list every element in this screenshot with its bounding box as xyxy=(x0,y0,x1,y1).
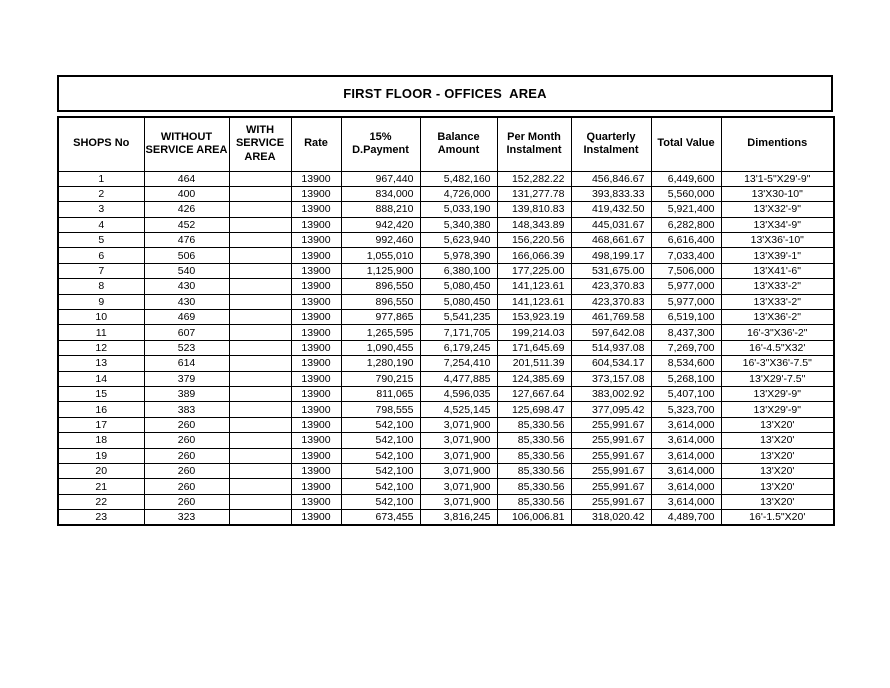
cell: 5,080,450 xyxy=(420,294,497,309)
cell: 255,991.67 xyxy=(571,433,651,448)
table-row xyxy=(58,186,834,201)
cell: 542,100 xyxy=(341,463,420,478)
table-title: FIRST FLOOR - OFFICES AREA xyxy=(343,86,547,101)
cell: 13'X33'-2" xyxy=(721,294,834,309)
cell: 6,179,245 xyxy=(420,340,497,355)
cell: 3,614,000 xyxy=(651,417,721,432)
cell: 542,100 xyxy=(341,417,420,432)
cell: 85,330.56 xyxy=(497,448,571,463)
cell xyxy=(229,479,291,494)
cell: 13900 xyxy=(291,386,341,401)
cell: 5,560,000 xyxy=(651,186,721,201)
cell: 531,675.00 xyxy=(571,263,651,278)
cell: 13 xyxy=(58,356,144,371)
cell: 5,340,380 xyxy=(420,217,497,232)
cell xyxy=(229,310,291,325)
cell: 896,550 xyxy=(341,294,420,309)
cell: 260 xyxy=(144,448,229,463)
cell: 1 xyxy=(58,171,144,186)
cell: 4,596,035 xyxy=(420,386,497,401)
cell: 400 xyxy=(144,186,229,201)
cell: 177,225.00 xyxy=(497,263,571,278)
table-row xyxy=(58,494,834,509)
cell: 13'X36'-2" xyxy=(721,310,834,325)
cell: 16'-3"X36'-2" xyxy=(721,325,834,340)
cell: 5,921,400 xyxy=(651,202,721,217)
cell: 2 xyxy=(58,186,144,201)
cell: 13900 xyxy=(291,402,341,417)
column-header: Balance Amount xyxy=(420,117,497,171)
cell: 456,846.67 xyxy=(571,171,651,186)
cell: 22 xyxy=(58,494,144,509)
cell: 379 xyxy=(144,371,229,386)
cell: 383,002.92 xyxy=(571,386,651,401)
cell: 13900 xyxy=(291,448,341,463)
table-row xyxy=(58,233,834,248)
cell: 13900 xyxy=(291,202,341,217)
table-row xyxy=(58,263,834,278)
cell: 166,066.39 xyxy=(497,248,571,263)
cell: 318,020.42 xyxy=(571,510,651,526)
column-header: Rate xyxy=(291,117,341,171)
cell: 201,511.39 xyxy=(497,356,571,371)
cell: 323 xyxy=(144,510,229,526)
cell: 13'X20' xyxy=(721,494,834,509)
cell: 12 xyxy=(58,340,144,355)
cell: 542,100 xyxy=(341,494,420,509)
cell: 171,645.69 xyxy=(497,340,571,355)
cell xyxy=(229,279,291,294)
offices-area-table xyxy=(57,116,835,526)
cell: 5 xyxy=(58,233,144,248)
column-header: Per Month Instalment xyxy=(497,117,571,171)
cell: 13900 xyxy=(291,171,341,186)
cell: 13900 xyxy=(291,248,341,263)
cell: 5,978,390 xyxy=(420,248,497,263)
cell: 85,330.56 xyxy=(497,417,571,432)
cell: 3,614,000 xyxy=(651,479,721,494)
cell: 13'X29'-9" xyxy=(721,402,834,417)
cell: 85,330.56 xyxy=(497,494,571,509)
cell: 139,810.83 xyxy=(497,202,571,217)
cell: 141,123.61 xyxy=(497,294,571,309)
cell: 3,614,000 xyxy=(651,463,721,478)
cell xyxy=(229,186,291,201)
cell: 992,460 xyxy=(341,233,420,248)
cell: 673,455 xyxy=(341,510,420,526)
cell: 5,407,100 xyxy=(651,386,721,401)
table-header xyxy=(58,117,834,171)
cell: 13'X20' xyxy=(721,463,834,478)
cell: 888,210 xyxy=(341,202,420,217)
cell: 3,071,900 xyxy=(420,494,497,509)
cell: 977,865 xyxy=(341,310,420,325)
cell: 255,991.67 xyxy=(571,479,651,494)
cell: 8 xyxy=(58,279,144,294)
cell: 13'X20' xyxy=(721,448,834,463)
cell: 6 xyxy=(58,248,144,263)
cell: 17 xyxy=(58,417,144,432)
cell: 3,816,245 xyxy=(420,510,497,526)
cell: 942,420 xyxy=(341,217,420,232)
cell: 3 xyxy=(58,202,144,217)
cell xyxy=(229,202,291,217)
cell: 8,534,600 xyxy=(651,356,721,371)
cell: 23 xyxy=(58,510,144,526)
table-row xyxy=(58,448,834,463)
table-row xyxy=(58,310,834,325)
cell: 85,330.56 xyxy=(497,479,571,494)
cell: 13900 xyxy=(291,433,341,448)
cell: 85,330.56 xyxy=(497,433,571,448)
cell: 13900 xyxy=(291,186,341,201)
column-header: Dimentions xyxy=(721,117,834,171)
cell: 6,616,400 xyxy=(651,233,721,248)
cell: 8,437,300 xyxy=(651,325,721,340)
cell: 7,171,705 xyxy=(420,325,497,340)
cell: 5,080,450 xyxy=(420,279,497,294)
cell: 4,525,145 xyxy=(420,402,497,417)
cell: 152,282.22 xyxy=(497,171,571,186)
cell: 597,642.08 xyxy=(571,325,651,340)
table-row xyxy=(58,479,834,494)
cell xyxy=(229,463,291,478)
cell: 967,440 xyxy=(341,171,420,186)
cell: 13900 xyxy=(291,356,341,371)
cell xyxy=(229,217,291,232)
cell: 260 xyxy=(144,494,229,509)
table-row xyxy=(58,402,834,417)
cell: 423,370.83 xyxy=(571,294,651,309)
cell: 3,071,900 xyxy=(420,463,497,478)
cell xyxy=(229,371,291,386)
cell: 260 xyxy=(144,417,229,432)
cell: 542,100 xyxy=(341,448,420,463)
cell: 13'X20' xyxy=(721,433,834,448)
cell: 3,614,000 xyxy=(651,433,721,448)
cell: 498,199.17 xyxy=(571,248,651,263)
column-header: Total Value xyxy=(651,117,721,171)
cell: 20 xyxy=(58,463,144,478)
cell: 106,006.81 xyxy=(497,510,571,526)
cell: 13900 xyxy=(291,417,341,432)
cell: 255,991.67 xyxy=(571,417,651,432)
cell: 614 xyxy=(144,356,229,371)
cell: 85,330.56 xyxy=(497,463,571,478)
table-row xyxy=(58,294,834,309)
cell: 13'X39'-1" xyxy=(721,248,834,263)
cell: 19 xyxy=(58,448,144,463)
cell: 13'X36'-10" xyxy=(721,233,834,248)
cell: 13900 xyxy=(291,510,341,526)
cell: 260 xyxy=(144,463,229,478)
cell: 16 xyxy=(58,402,144,417)
cell: 15 xyxy=(58,386,144,401)
column-header: WITHOUT SERVICE AREA xyxy=(144,117,229,171)
cell: 7,506,000 xyxy=(651,263,721,278)
cell: 514,937.08 xyxy=(571,340,651,355)
cell: 260 xyxy=(144,433,229,448)
cell: 7 xyxy=(58,263,144,278)
cell xyxy=(229,433,291,448)
cell xyxy=(229,510,291,526)
cell: 1,280,190 xyxy=(341,356,420,371)
cell: 16'-4.5"X32' xyxy=(721,340,834,355)
column-header: SHOPS No xyxy=(58,117,144,171)
cell: 430 xyxy=(144,294,229,309)
cell: 13900 xyxy=(291,463,341,478)
cell: 798,555 xyxy=(341,402,420,417)
cell: 7,254,410 xyxy=(420,356,497,371)
cell: 4 xyxy=(58,217,144,232)
cell: 4,477,885 xyxy=(420,371,497,386)
cell: 811,065 xyxy=(341,386,420,401)
cell: 426 xyxy=(144,202,229,217)
cell: 607 xyxy=(144,325,229,340)
cell: 6,282,800 xyxy=(651,217,721,232)
cell: 13'X30-10" xyxy=(721,186,834,201)
cell: 13900 xyxy=(291,279,341,294)
cell: 13'X41'-6" xyxy=(721,263,834,278)
table-row xyxy=(58,217,834,232)
cell: 13900 xyxy=(291,263,341,278)
cell: 5,977,000 xyxy=(651,279,721,294)
cell: 5,623,940 xyxy=(420,233,497,248)
column-header: Quarterly Instalment xyxy=(571,117,651,171)
table-row xyxy=(58,325,834,340)
cell xyxy=(229,233,291,248)
cell: 255,991.67 xyxy=(571,494,651,509)
cell: 9 xyxy=(58,294,144,309)
cell: 6,519,100 xyxy=(651,310,721,325)
cell: 255,991.67 xyxy=(571,448,651,463)
table-body xyxy=(58,171,834,525)
cell: 896,550 xyxy=(341,279,420,294)
cell: 1,055,010 xyxy=(341,248,420,263)
cell: 13900 xyxy=(291,294,341,309)
cell: 13900 xyxy=(291,479,341,494)
table-row xyxy=(58,510,834,526)
cell: 834,000 xyxy=(341,186,420,201)
cell: 199,214.03 xyxy=(497,325,571,340)
cell: 373,157.08 xyxy=(571,371,651,386)
cell: 5,541,235 xyxy=(420,310,497,325)
cell: 393,833.33 xyxy=(571,186,651,201)
cell: 5,268,100 xyxy=(651,371,721,386)
cell: 153,923.19 xyxy=(497,310,571,325)
cell xyxy=(229,263,291,278)
cell xyxy=(229,386,291,401)
cell: 125,698.47 xyxy=(497,402,571,417)
cell: 18 xyxy=(58,433,144,448)
cell: 445,031.67 xyxy=(571,217,651,232)
cell: 5,482,160 xyxy=(420,171,497,186)
cell: 3,614,000 xyxy=(651,494,721,509)
cell: 464 xyxy=(144,171,229,186)
cell: 542,100 xyxy=(341,479,420,494)
cell: 377,095.42 xyxy=(571,402,651,417)
cell: 260 xyxy=(144,479,229,494)
cell: 13900 xyxy=(291,310,341,325)
cell: 13'1-5"X29'-9" xyxy=(721,171,834,186)
cell: 13900 xyxy=(291,340,341,355)
cell xyxy=(229,340,291,355)
cell: 5,033,190 xyxy=(420,202,497,217)
cell: 127,667.64 xyxy=(497,386,571,401)
table-row xyxy=(58,386,834,401)
table-row xyxy=(58,248,834,263)
cell xyxy=(229,402,291,417)
cell: 1,125,900 xyxy=(341,263,420,278)
cell: 156,220.56 xyxy=(497,233,571,248)
table-row xyxy=(58,356,834,371)
cell: 5,977,000 xyxy=(651,294,721,309)
cell: 604,534.17 xyxy=(571,356,651,371)
header-row xyxy=(58,117,834,171)
column-header: 15% D.Payment xyxy=(341,117,420,171)
cell xyxy=(229,417,291,432)
cell: 16'-3"X36'-7.5" xyxy=(721,356,834,371)
table-row xyxy=(58,279,834,294)
cell: 3,071,900 xyxy=(420,479,497,494)
table-row xyxy=(58,202,834,217)
cell: 13'X33'-2" xyxy=(721,279,834,294)
cell: 540 xyxy=(144,263,229,278)
cell: 461,769.58 xyxy=(571,310,651,325)
cell: 469 xyxy=(144,310,229,325)
cell xyxy=(229,448,291,463)
column-header: WITH SERVICE AREA xyxy=(229,117,291,171)
table-row xyxy=(58,417,834,432)
cell: 13900 xyxy=(291,325,341,340)
cell: 3,071,900 xyxy=(420,448,497,463)
cell: 419,432.50 xyxy=(571,202,651,217)
cell: 255,991.67 xyxy=(571,463,651,478)
cell: 423,370.83 xyxy=(571,279,651,294)
cell: 124,385.69 xyxy=(497,371,571,386)
cell: 11 xyxy=(58,325,144,340)
cell: 3,614,000 xyxy=(651,448,721,463)
cell: 16'-1.5"X20' xyxy=(721,510,834,526)
table-row xyxy=(58,433,834,448)
cell: 5,323,700 xyxy=(651,402,721,417)
cell: 13900 xyxy=(291,217,341,232)
cell: 13'X29'-9" xyxy=(721,386,834,401)
cell: 542,100 xyxy=(341,433,420,448)
cell: 131,277.78 xyxy=(497,186,571,201)
cell: 476 xyxy=(144,233,229,248)
cell: 13'X20' xyxy=(721,479,834,494)
cell: 4,489,700 xyxy=(651,510,721,526)
cell: 3,071,900 xyxy=(420,433,497,448)
cell: 13'X20' xyxy=(721,417,834,432)
table-row xyxy=(58,371,834,386)
cell: 506 xyxy=(144,248,229,263)
table-row xyxy=(58,340,834,355)
cell: 7,269,700 xyxy=(651,340,721,355)
cell: 790,215 xyxy=(341,371,420,386)
table-row xyxy=(58,171,834,186)
cell xyxy=(229,494,291,509)
cell xyxy=(229,248,291,263)
cell: 10 xyxy=(58,310,144,325)
cell: 13900 xyxy=(291,233,341,248)
cell: 13900 xyxy=(291,371,341,386)
cell: 1,090,455 xyxy=(341,340,420,355)
cell: 148,343.89 xyxy=(497,217,571,232)
cell: 3,071,900 xyxy=(420,417,497,432)
cell: 6,449,600 xyxy=(651,171,721,186)
cell: 6,380,100 xyxy=(420,263,497,278)
cell: 13'X34'-9" xyxy=(721,217,834,232)
cell: 13'X32'-9" xyxy=(721,202,834,217)
cell: 14 xyxy=(58,371,144,386)
table-row xyxy=(58,463,834,478)
table-title-box xyxy=(57,75,833,112)
cell: 21 xyxy=(58,479,144,494)
cell: 13'X29'-7.5" xyxy=(721,371,834,386)
cell: 389 xyxy=(144,386,229,401)
cell: 383 xyxy=(144,402,229,417)
cell: 1,265,595 xyxy=(341,325,420,340)
cell xyxy=(229,356,291,371)
cell: 13900 xyxy=(291,494,341,509)
cell xyxy=(229,294,291,309)
cell xyxy=(229,171,291,186)
cell xyxy=(229,325,291,340)
cell: 7,033,400 xyxy=(651,248,721,263)
cell: 523 xyxy=(144,340,229,355)
cell: 468,661.67 xyxy=(571,233,651,248)
cell: 430 xyxy=(144,279,229,294)
cell: 452 xyxy=(144,217,229,232)
cell: 4,726,000 xyxy=(420,186,497,201)
cell: 141,123.61 xyxy=(497,279,571,294)
